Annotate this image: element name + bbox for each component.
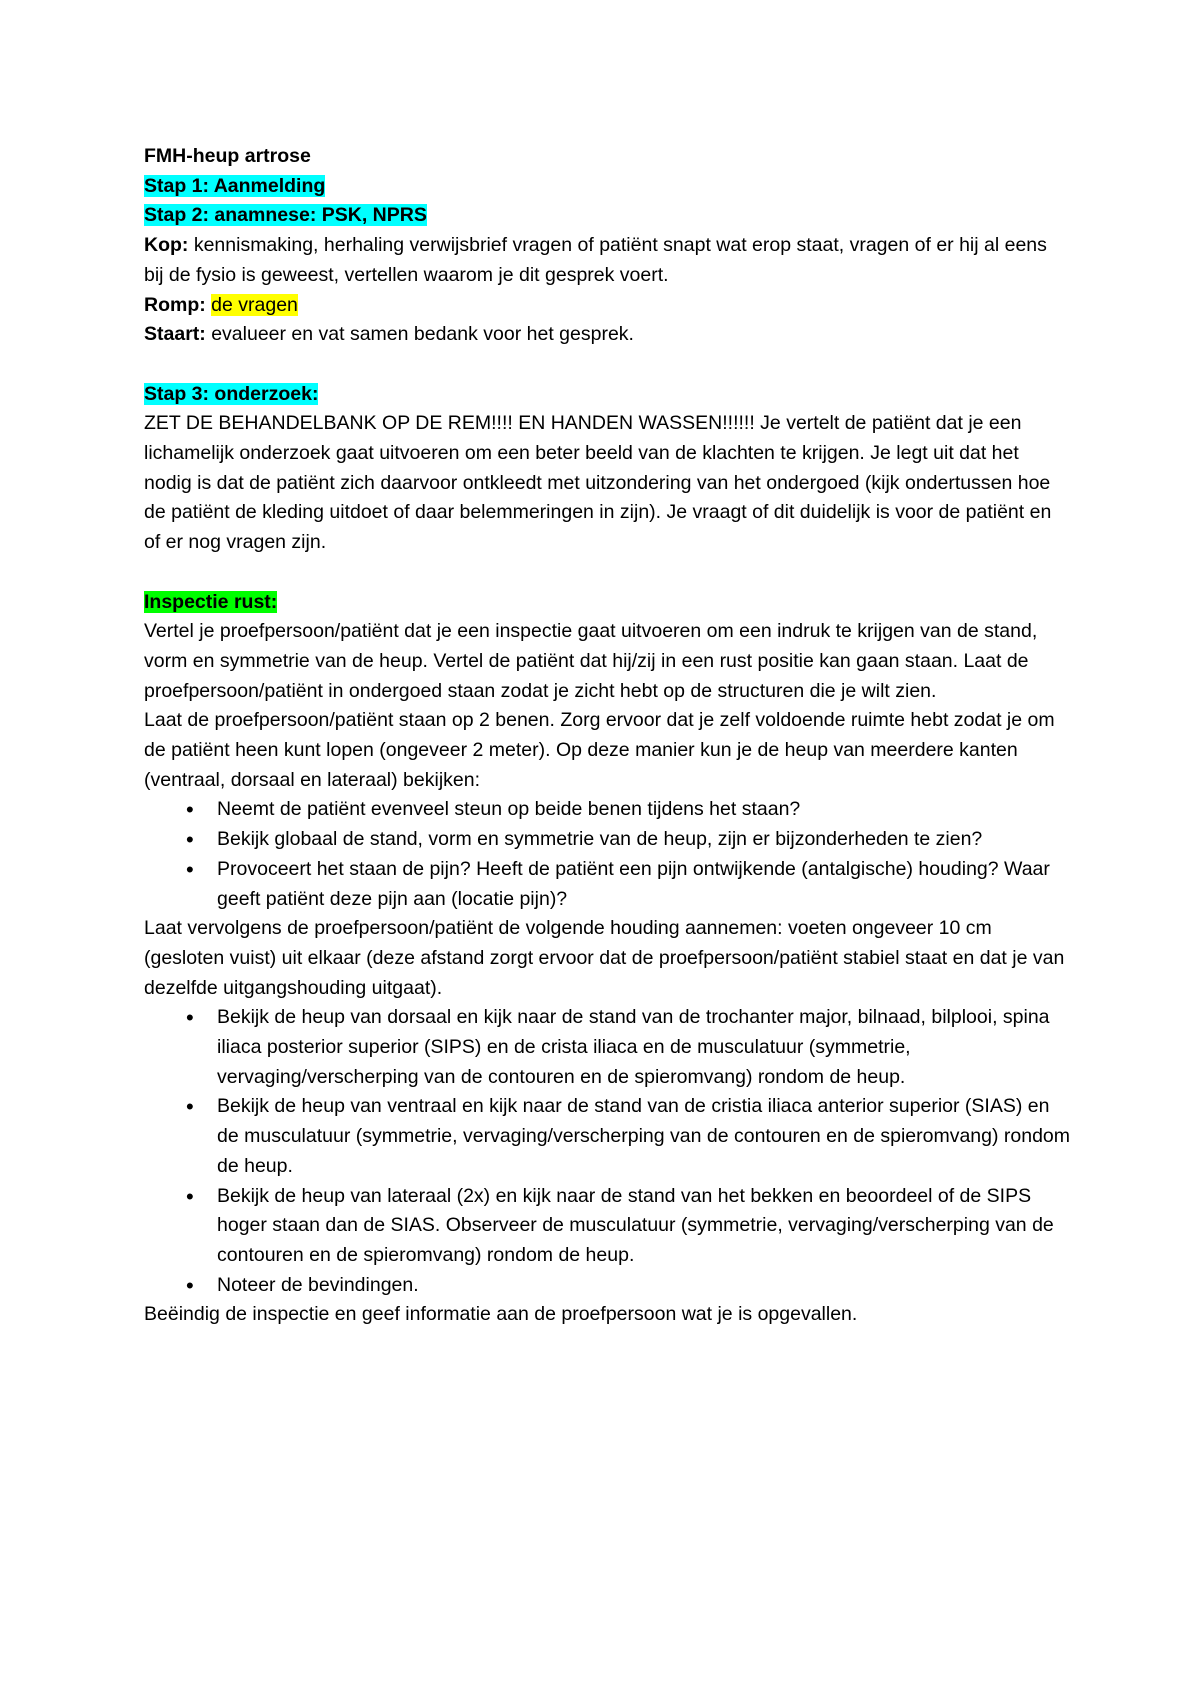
list-item: • Bekijk de heup van ventraal en kijk naar de stand van de cristia iliaca anterior superior (SIAS) en de musculatuur (symmetrie, vervaging/verscherping van de contouren en de spieromvang) rondom de heup. <box>144 1092 1070 1181</box>
romp-paragraph <box>144 291 1070 321</box>
list-item: • Bekijk de heup van lateraal (2x) en kijk naar de stand van het bekken en beoordeel of de SIPS hoger staan dan de SIAS. Observeer de musculatuur (symmetrie, vervaging/verscherping van de contouren en de spieromvang) rondom de heup. <box>144 1182 1070 1271</box>
spacer <box>144 558 1070 588</box>
list-item: • Bekijk de heup van dorsaal en kijk naar de stand van de trochanter major, bilnaad, bilplooi, spina iliaca posterior superior (SIPS) en de crista iliaca en de musculatuur (symmetrie, vervaging/verscherping van de contouren en de spieromvang) rondom de heup. <box>144 1003 1070 1092</box>
romp-text: de vragen <box>211 293 298 316</box>
step-2-heading <box>144 201 1070 231</box>
staart-paragraph <box>144 320 1070 350</box>
list-item: • Neemt de patiënt evenveel steun op beide benen tijdens het staan? <box>144 795 1070 825</box>
kop-text: kennismaking, herhaling verwijsbrief vragen of patiënt snapt wat erop staat, vragen of er hij al eens bij de fysio is geweest, vertellen waarom je dit gesprek voert. <box>144 234 1047 286</box>
spacer <box>144 350 1070 380</box>
romp-label: Romp: <box>144 293 206 316</box>
bullet-list-1 <box>144 795 1070 914</box>
kop-paragraph <box>144 231 1070 290</box>
document-page <box>144 142 1070 1330</box>
step-3-heading <box>144 380 1070 410</box>
list-item: • Noteer de bevindingen. <box>144 1271 1070 1301</box>
bullet-list-2 <box>144 1003 1070 1300</box>
step-3-highlight: Stap 3: onderzoek: <box>144 382 319 405</box>
inspection-highlight: Inspectie rust: <box>144 590 278 613</box>
staart-text: evalueer en vat samen bedank voor het gesprek. <box>205 323 634 346</box>
step-1-highlight: Stap 1: Aanmelding <box>144 174 326 197</box>
inspection-paragraph-2: Laat de proefpersoon/patiënt staan op 2 benen. Zorg ervoor dat je zelf voldoende ruimte hebt zodat je om de patiënt heen kunt lopen (ongeveer 2 meter). Op deze manier kun je de heup van meerdere kanten (ventraal, dorsaal en lateraal) bekijken: <box>144 709 1055 791</box>
inspection-heading <box>144 588 1070 618</box>
inspection-paragraph-3: Laat vervolgens de proefpersoon/patiënt de volgende houding aannemen: voeten ongeveer 10 cm (gesloten vuist) uit elkaar (deze afstand zorgt ervoor dat de proefpersoon/patiënt stabiel staat en dat je van dezelfde uitgangshouding uitgaat). <box>144 917 1065 999</box>
inspection-closing: Beëindig de inspectie en geef informatie aan de proefpersoon wat je is opgevallen. <box>144 1303 858 1326</box>
step-3-paragraph: ZET DE BEHANDELBANK OP DE REM!!!! EN HANDEN WASSEN!!!!!! Je vertelt de patiënt dat je een lichamelijk onderzoek gaat uitvoeren om een beter beeld van de klachten te krijgen. Je legt uit dat het nodig is dat de patiënt zich daarvoor ontkleedt met uitzondering van het ondergoed (kijk ondertussen hoe de patiënt de kleding uitdoet of daar belemmeringen in zijn). Je vraagt of dit duidelijk is voor de patiënt en of er nog vragen zijn. <box>144 412 1052 554</box>
document-title: FMH-heup artrose <box>144 145 311 167</box>
step-1-heading <box>144 172 1070 202</box>
step-2-highlight: Stap 2: anamnese: PSK, NPRS <box>144 204 427 227</box>
list-item: • Provoceert het staan de pijn? Heeft de patiënt een pijn ontwijkende (antalgische) houding? Waar geeft patiënt deze pijn aan (locatie pijn)? <box>144 855 1070 914</box>
inspection-intro: Vertel je proefpersoon/patiënt dat je een inspectie gaat uitvoeren om een indruk te krijgen van de stand, vorm en symmetrie van de heup. Vertel de patiënt dat hij/zij in een rust positie kan gaan staan. Laat de proefpersoon/patiënt in ondergoed staan zodat je zicht hebt op de structuren die je wilt zien. <box>144 620 1038 702</box>
kop-label: Kop: <box>144 234 189 257</box>
staart-label: Staart: <box>144 323 206 346</box>
list-item: • Bekijk globaal de stand, vorm en symmetrie van de heup, zijn er bijzonderheden te zien? <box>144 825 1070 855</box>
